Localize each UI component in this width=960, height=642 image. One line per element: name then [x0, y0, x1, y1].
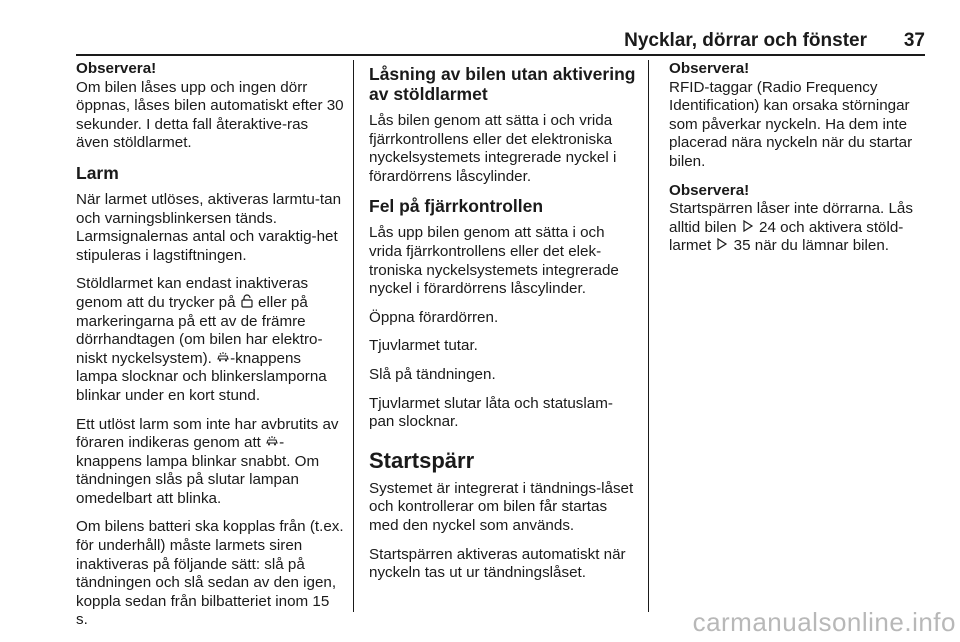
- paragraph: Startspärren aktiveras automatiskt när nyckeln tas ut ur tändningslåset.: [369, 545, 626, 582]
- alarm-car-icon: [265, 434, 279, 448]
- page-title: Nycklar, dörrar och fönster: [624, 30, 867, 51]
- section-heading-lasning: Låsning av bilen utan aktivering av stöldlarmet: [369, 64, 636, 104]
- paragraph: Tjuvlarmet tutar.: [369, 337, 478, 355]
- page-reference-icon: [741, 219, 755, 233]
- page-reference-icon: [715, 237, 729, 251]
- paragraph: Slå på tändningen.: [369, 365, 496, 383]
- column-2: [369, 60, 637, 593]
- paragraph: Systemet är integrerat i tändnings-låset och kontrollerar om bilen får startas med den nyckel som används.: [369, 479, 634, 534]
- paragraph: Om bilens batteri ska kopplas från (t.ex. för underhåll) måste larmets siren inaktiveras på följande sätt: slå på tändningen och slå sedan av den igen, koppla sedan från bilbatteriet inom 15 s.: [76, 518, 344, 629]
- page-number: 37: [903, 30, 925, 51]
- section-heading-larm: Larm: [76, 162, 119, 183]
- paragraph: Stöldlarmet kan endast inaktiveras genom att du trycker på eller på markeringarna på ett av de främre dörrhandtagen (om bilen har elektro-niskt nyckelsystem). -knappens lampa slocknar och blinkerslamporna blinkar under en kort stund.: [76, 275, 327, 404]
- note-title: Observera!: [669, 181, 750, 199]
- paragraph: När larmet utlöses, aktiveras larmtu-tan och varningsblinkersen tänds. Larmsignalernas antal och varaktig-het stipuleras i lagstiftningen.: [76, 190, 342, 264]
- unlock-icon: [240, 294, 254, 308]
- paragraph: Lås upp bilen genom att sätta i och vrida fjärrkontrollens eller det elek-troniska nyckelsystemets integrerade nyckel i förardörrens låscylinder.: [369, 224, 619, 298]
- alarm-car-icon: [216, 350, 230, 364]
- page-reference[interactable]: 24: [759, 218, 776, 236]
- page-reference[interactable]: 35: [733, 237, 751, 255]
- column-1: [76, 60, 344, 640]
- column-divider-2: [648, 60, 649, 612]
- paragraph: Öppna förardörren.: [369, 308, 499, 326]
- page-header: [76, 28, 925, 56]
- note-title: Observera!: [76, 60, 157, 77]
- column-divider-1: [353, 60, 354, 612]
- watermark: carmanualsonline.info: [692, 607, 956, 637]
- note-body: Om bilen låses upp och ingen dörr öppnas, låses bilen automatiskt efter 30 sekunder. I detta fall återaktive-ras även stöldlarmet.: [76, 78, 344, 152]
- paragraph: Tjuvlarmet slutar låta och statuslam-pan slocknar.: [369, 394, 613, 431]
- section-heading-startsparr: Startspärr: [369, 447, 475, 473]
- note-title: Observera!: [669, 60, 750, 77]
- note-body: RFID-taggar (Radio Frequency Identification) kan orsaka störningar som påverkar nyckeln. Ha dem inte placerad nära nyckeln när du startar bilen.: [669, 78, 913, 170]
- section-heading-fel: Fel på fjärrkontrollen: [369, 196, 544, 217]
- paragraph: Lås bilen genom att sätta i och vrida fjärrkontrollens eller det elektroniska nyckelsystemets integrerade nyckel i förardörrens låscylinder.: [369, 112, 617, 185]
- paragraph: Ett utlöst larm som inte har avbrutits av föraren indikeras genom att -knappens lampa blinkar snabbt. Om tändningen slås på slutar lampan omedelbart att blinka.: [76, 415, 339, 507]
- note-body: Startspärren låser inte dörrarna. Lås alltid bilen 24 och aktivera stöld-larmet 35 när du lämnar bilen.: [669, 200, 913, 255]
- column-3: [669, 60, 929, 266]
